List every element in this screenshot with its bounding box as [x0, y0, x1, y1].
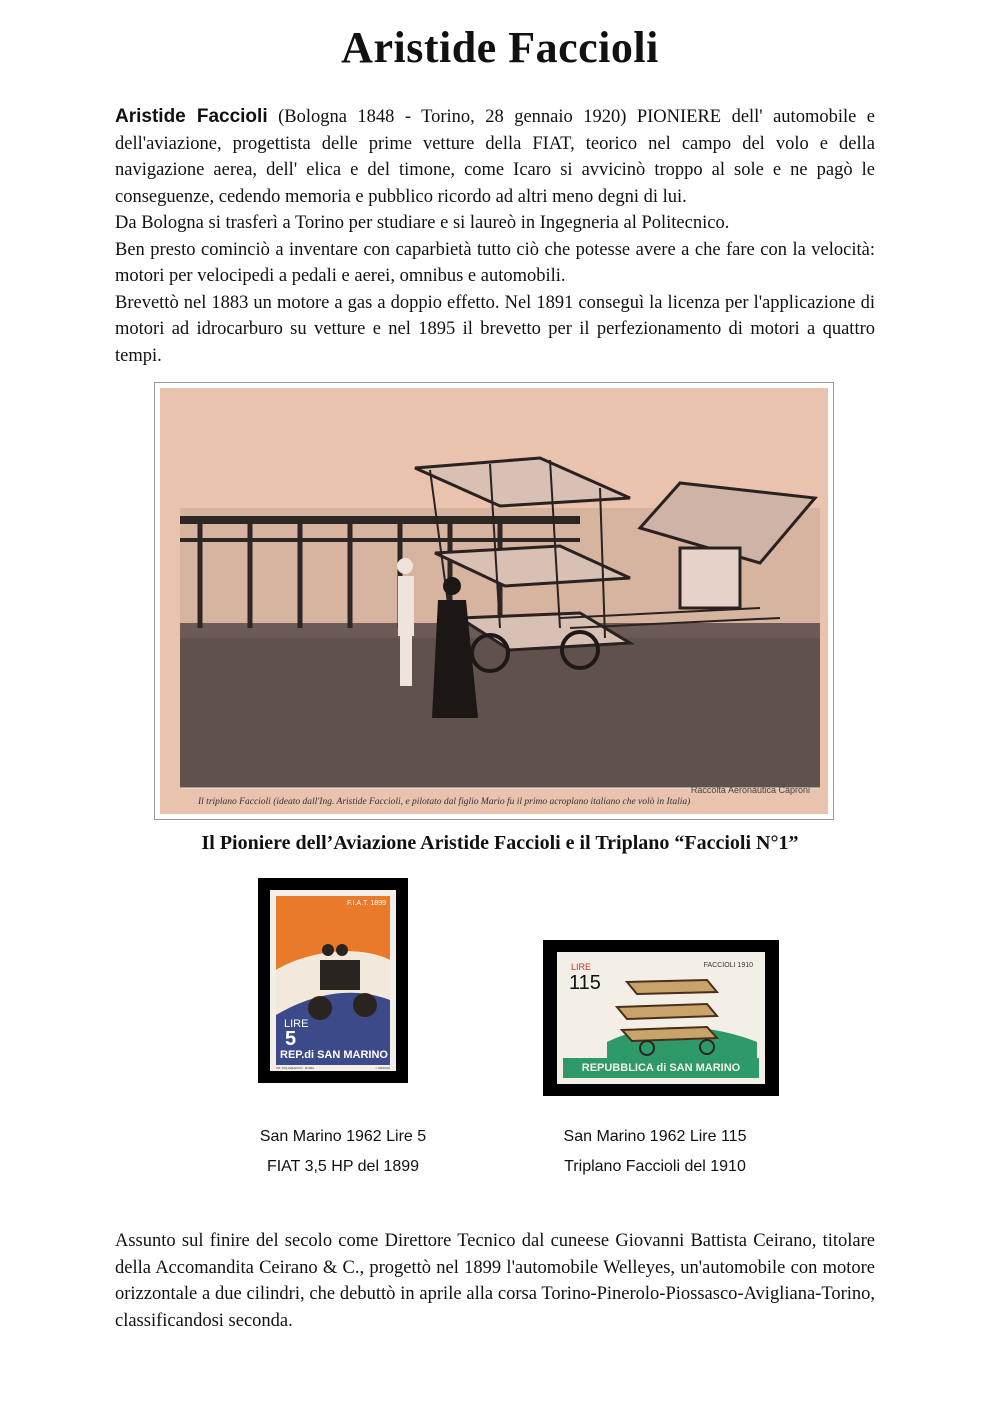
- stamp-triplano-label-line1: San Marino 1962 Lire 115: [563, 1128, 747, 1145]
- stamp-fiat-label: [218, 1125, 468, 1179]
- intro-p1-text: (Bologna 1848 - Torino, 28 gennaio 1920) PIONIERE dell' automobile e dell'aviazione, progettista delle prime vetture della FIAT, teorico nel campo del volo e della navigazione aerea, dell' elica e del timone, come Icaro si avvicinò troppo al sole e ne pagò le conseguenze, cedendo memoria e pubblico ricordo ad altri meno degni di lui.: [115, 107, 875, 207]
- stamp-fiat-label-line1: San Marino 1962 Lire 5: [259, 1128, 427, 1145]
- stamp-fiat-value: 5: [285, 1028, 297, 1050]
- intro-text: [115, 104, 875, 369]
- triplane-photo: [160, 388, 828, 814]
- stamp-fiat-currency: LIRE: [284, 1018, 309, 1030]
- intro-paragraph-3: Ben presto cominciò a inventare con caparbietà tutto ciò che potesse avere a che fare con la velocità: motori per velocipedi a pedali e aerei, omnibus e automobili.: [115, 239, 875, 286]
- triplane-photo-illustration: [160, 388, 828, 814]
- photo-caption: Il triplano Faccioli (ideato dall'Ing. Aristide Faccioli, e pilotato dal figlio Mario fu il primo acroplano italiano che volò in Italia): [198, 797, 691, 807]
- section-subtitle: Il Pioniere dell’Aviazione Aristide Faccioli e il Triplano “Faccioli N°1”: [201, 832, 799, 854]
- intro-paragraph-2: Da Bologna si trasferì a Torino per studiare e si laureò in Ingegneria al Politecnico.: [115, 213, 730, 233]
- stamp-triplano-label-line2: Triplano Faccioli del 1910: [564, 1158, 746, 1175]
- stamp-triplano-1910: [543, 940, 779, 1096]
- stamp-fiat-label-line2: FIAT 3,5 HP del 1899: [266, 1158, 420, 1175]
- intro-paragraph-4: Brevettò nel 1883 un motore a gas a doppio effetto. Nel 1891 conseguì la licenza per l'applicazione di motori ad idrocarburo su vetture e nel 1895 il brevetto per il perfezionamento di motori a quattro tempi.: [115, 292, 875, 366]
- stamp-triplano-top-text: FACCIOLI 1910: [703, 962, 753, 969]
- stamp-fiat-designer: I. MARCHI: [375, 1066, 390, 1070]
- stamp-fiat-1899: [258, 878, 408, 1083]
- stamp-triplano-value: 115: [569, 972, 601, 994]
- triplane-photo-frame: [154, 382, 834, 820]
- stamp-fiat-face: [270, 890, 396, 1071]
- stamp-fiat-printer: IST. POLIGRAFICO - ROMA: [276, 1066, 315, 1070]
- stamp-triplano-country: REPUBBLICA di SAN MARINO: [581, 1062, 741, 1074]
- stamp-fiat-country: REP.di SAN MARINO: [280, 1049, 388, 1061]
- page-title: Aristide Faccioli: [341, 23, 659, 72]
- stamp-fiat-top-text: F.I.A.T. 1899: [347, 900, 386, 907]
- lead-name: Aristide Faccioli: [115, 106, 268, 127]
- stamp-triplano-label: [530, 1125, 780, 1179]
- photo-credit: Raccolta Aeronautica Caproni: [690, 785, 810, 795]
- intro-paragraph-1: [115, 104, 875, 210]
- stamp-triplano-currency: LIRE: [571, 962, 592, 972]
- stamp-triplano-face: [557, 952, 765, 1084]
- outro-paragraph: Assunto sul finire del secolo come Direttore Tecnico dal cuneese Giovanni Battista Ceirano, titolare della Accomandita Ceirano & C., progettò nel 1899 l'automobile Welleyes, un'automobile con motore orizzontale a due cilindri, che debuttò in aprile alla corsa Torino-Pinerolo-Piossasco-Avigliana-Torino, classificandosi seconda.: [115, 1231, 875, 1331]
